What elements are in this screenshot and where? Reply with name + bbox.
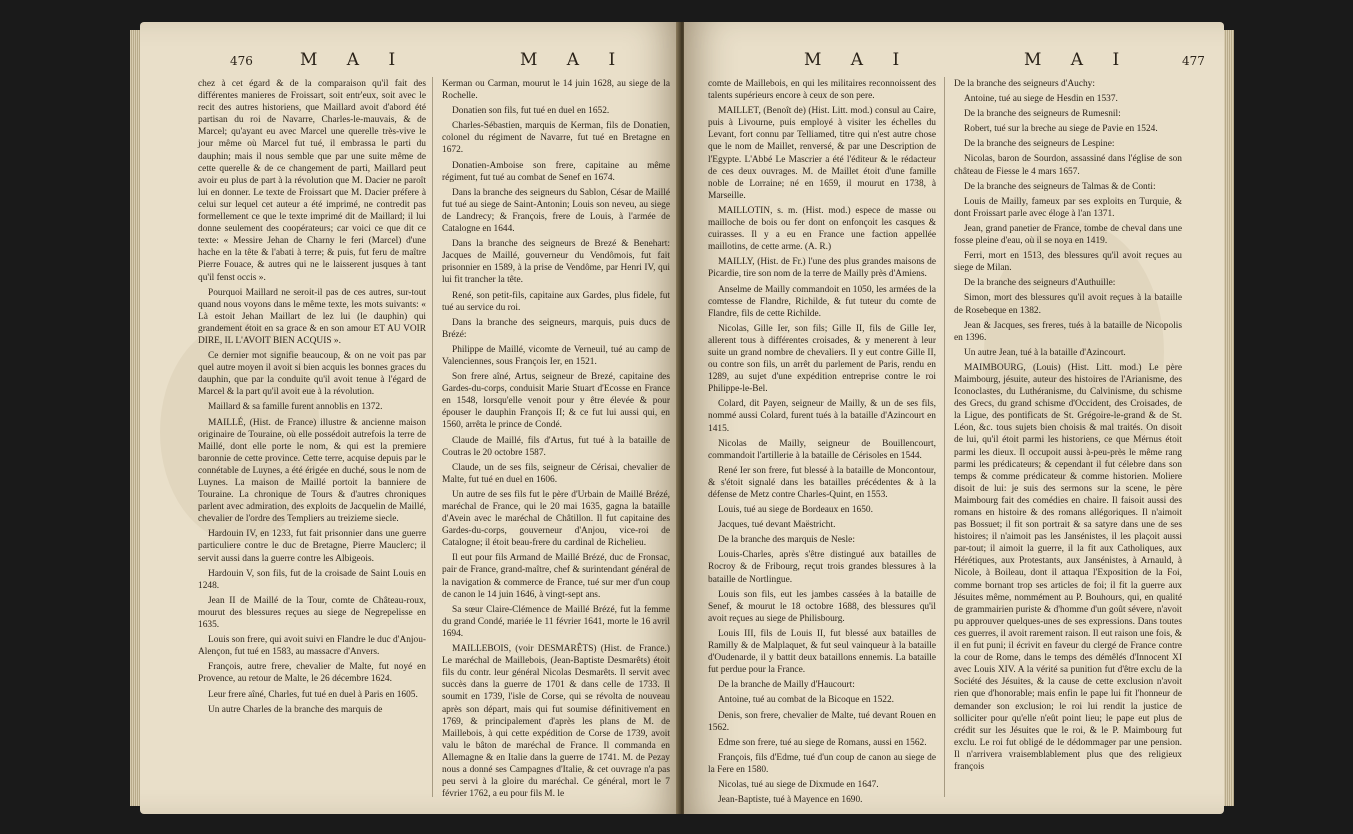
paragraph: François, fils d'Edme, tué d'un coup de canon au siege de la Fere en 1580.	[708, 752, 936, 775]
paragraph: Edme son frere, tué au siege de Romans, aussi en 1562.	[718, 737, 927, 748]
paragraph: De la branche des seigneurs de Rumesnil:	[964, 109, 1121, 120]
right-headword: M A I	[804, 50, 912, 70]
paragraph: Dans la branche des seigneurs de Brezé & Benehart: Jacques de Maillé, gouverneur du Vendômois, fut fait prisonnier en 1589, à la prise de Vendôme, par Henri IV, qui lui fit trancher la tête.	[442, 239, 670, 286]
paragraph: Dans la branche des seigneurs du Sablon, César de Maillé fut tué au siege de Saint-Antonin; Louis son neveu, au siege de Landrecy; & François, frere de Louis, à l'armée de Catalogne en 1644.	[442, 187, 670, 235]
paragraph: MAILLOTIN, s. m. (Hist. mod.) espece de masse ou mailloche de bois ou fer dont on enfonçoit les casques & cuirasses. Il y a eu en France une faction appellée maillotins, de cette arme. (A. R.)	[708, 205, 936, 253]
paragraph: Louis de Mailly, fameux par ses exploits en Turquie, & dont Froissart parle avec éloge à l'an 1371.	[954, 196, 1182, 219]
paragraph: comte de Maillebois, en qui les militaires reconnoissent des talents supérieurs encore à ceux de son pere.	[708, 79, 936, 102]
right-headword-col2: M A I	[1024, 50, 1132, 70]
right-page-edges	[1224, 30, 1234, 806]
right-page-number: 477	[1182, 54, 1205, 68]
paragraph: De la branche des marquis de Nesle:	[718, 535, 855, 546]
paragraph: MAILLÉ, (Hist. de France) illustre & ancienne maison originaire de Touraine, où elle possédoit autrefois la terre de Maillé, dont elle porte le nom, & qui est la premiere baronnie de cette province. Cette terre, acquise depuis par le connétable de Luynes, a été érigée en duché, sous le nom de Luynes. La maison de Maillé portoit la banniere de Touraine. La chronique de Tours & d'autres chroniques parlent avec admiration, des exploits de Jacquelin de Maillé, chevalier de l'ordre des Templiers au treizieme siecle.	[198, 417, 426, 525]
paragraph: MAILLET, (Benoît de) (Hist. Litt. mod.) consul au Caire, puis à Livourne, puis employé à visiter les échelles du Levant, fort connu par Telliamed, titre qui n'est autre chose que le nom de Maillet, renversé, & par une Description de l'Egypte. L'Abbé Le Mascrier a été l'éditeur & le rédacteur de ces deux ouvrages. M. de Maillet étoit d'une famille noble de Lorraine; né en 1659, il mourut en 1738, à Marseille.	[708, 106, 936, 201]
paragraph: Antoine, tué au combat de la Bicoque en 1522.	[718, 695, 894, 706]
paragraph: Il eut pour fils Armand de Maillé Brézé, duc de Fronsac, pair de France, grand-maître, chef & surintendant général de la navigation & commerce de France, tué sur mer d'un coup de canon le 14 juin 1646, à vingt-sept ans.	[442, 553, 670, 600]
paragraph: Donatien-Amboise son frere, capitaine au même régiment, fut tué au combat de Senef en 1674.	[442, 160, 670, 183]
paragraph: Denis, son frere, chevalier de Malte, tué devant Rouen en 1562.	[708, 710, 936, 733]
left-headword-col2: M A I	[520, 50, 628, 70]
paragraph: Nicolas, Gille Ier, son fils; Gille II, fils de Gille Ier, allerent tous à différentes croisades, & y menerent à leur suite un grand nombre de chevaliers. Il y eut contre Gille II, ou contre son fils, un arrêt du parlement de Paris, rendu en 1289, au sujet d'une expédition entreprise contre le roi Philippe-le-Bel.	[708, 323, 936, 395]
column-rule	[944, 77, 945, 797]
paragraph: Colard, dit Payen, seigneur de Mailly, & un de ses fils, nommé aussi Colard, furent tués à la bataille d'Azincourt en 1415.	[708, 399, 936, 434]
left-column-2	[442, 78, 670, 798]
paragraph: Jean-Baptiste, tué à Mayence en 1690.	[718, 795, 863, 806]
paragraph: Dans la branche des seigneurs, marquis, puis ducs de Brézé:	[442, 317, 670, 340]
paragraph: MAILLY, (Hist. de Fr.) l'une des plus grandes maisons de Picardie, tire son nom de la terre de Mailly près d'Amiens.	[708, 257, 936, 280]
paragraph: Charles-Sébastien, marquis de Kerman, fils de Donatien, colonel du régiment de Navarre, fut tué en Bretagne en 1672.	[442, 121, 670, 156]
paragraph: Maillard & sa famille furent annoblis en 1372.	[208, 402, 383, 413]
paragraph: Hardouin IV, en 1233, fut fait prisonnier dans une guerre particuliere contre le duc de Bretagne, Pierre Mauclerc; il servit aussi dans la guerre contre les Albigeois.	[198, 529, 426, 564]
paragraph: Hardouin V, son fils, fut de la croisade de Saint Louis en 1248.	[198, 568, 426, 591]
paragraph: Un autre de ses fils fut le père d'Urbain de Maillé Brézé, maréchal de France, qui le 20 mai 1635, gagna la bataille d'Avein avec le maréchal de Châtillon. Il fut capitaine des Gardes-du-corps, gouverneur d'Anjou, vice-roi de Catalogne; il étoit beau-frere du cardinal de Richelieu.	[442, 489, 670, 549]
paragraph: Nicolas de Mailly, seigneur de Bouillencourt, commandoit l'artillerie à la bataille de Cérisoles en 1544.	[708, 438, 936, 461]
paragraph: Jean & Jacques, ses freres, tués à la bataille de Nicopolis en 1396.	[954, 320, 1182, 343]
paragraph: Robert, tué sur la breche au siege de Pavie en 1524.	[964, 124, 1158, 135]
paragraph: René, son petit-fils, capitaine aux Gardes, plus fidele, fut tué au service du roi.	[442, 290, 670, 313]
paragraph: De la branche des seigneurs d'Auchy:	[954, 79, 1095, 89]
paragraph: Louis, tué au siege de Bordeaux en 1650.	[718, 505, 873, 516]
paragraph: De la branche des seigneurs d'Authuille:	[964, 278, 1116, 289]
paragraph: Son frere aîné, Artus, seigneur de Brezé, capitaine des Gardes-du-corps, conduisit Marie Stuart d'Ecosse en France en 1548, lorsqu'elle venoit pour y être élevée & pour épouser le dauphin François II; & ce fut lui aussi qui, en 1560, arrêta le prince de Condé.	[442, 372, 670, 431]
paragraph: Antoine, tué au siege de Hesdin en 1537.	[964, 94, 1118, 105]
paragraph: Nicolas, tué au siege de Dixmude en 1647.	[718, 779, 879, 790]
left-running-head	[140, 50, 680, 76]
paragraph: Donatien son fils, fut tué en duel en 1652.	[452, 106, 610, 117]
right-column-1	[708, 78, 936, 806]
paragraph: Louis son frere, qui avoit suivi en Flandre le duc d'Anjou-Alençon, fut tué en 1583, au massacre d'Anvers.	[198, 635, 426, 658]
column-rule	[432, 77, 433, 797]
right-column-2	[954, 78, 1182, 798]
paragraph: Un autre Jean, tué à la bataille d'Azincourt.	[964, 347, 1126, 358]
right-page	[684, 22, 1224, 814]
paragraph: Nicolas, baron de Sourdon, assassiné dans l'église de son château de Fiesse le 4 mars 1657.	[954, 154, 1182, 177]
paragraph: Un autre Charles de la branche des marquis de	[208, 704, 383, 715]
right-running-head	[684, 50, 1224, 76]
paragraph: Kerman ou Carman, mourut le 14 juin 1628, au siege de la Rochelle.	[442, 79, 670, 102]
left-column-1	[198, 78, 426, 798]
paragraph: De la branche de Mailly d'Haucourt:	[718, 680, 855, 691]
paragraph: Jacques, tué devant Maëstricht.	[718, 520, 836, 531]
paragraph: chez à cet égard & de la comparaison qu'il fait des différentes manieres de Froissart, soit entr'eux, soit avec le recit des autres historiens, que Maillard avoit d'abord été partisan du roi de Navarre, Charles-le-mauvais, & de Marcel; qu'ayant eu avec Marcel une querelle très-vive le jour même où Marcel fut tué, il embrassa le parti du dauphin; mais il nous semble que par une suite même de cette querelle & de ce changement de parti, Maillard peut avoir eu plus de part à la révolution que M. Dacier ne paroît lui en donner. Le texte de Froissart que M. Dacier préfere à celui sur lequel cet auteur a été imprimé, ne contredit pas formellement ce que le texte imprimé dit de Maillard; il lui donne seulement des coopérateurs; car voici ce que dit ce texte: « Messire Jehan de Charny le feri (Marcel) d'une hache en la tête & l'abati à terre; & puis, fut feru de maître Pierre Fouace, & autres qui ne le laisserent jusques à tant qu'il fenst occis ».	[198, 79, 426, 283]
paragraph: Simon, mort des blessures qu'il avoit reçues à la bataille de Rosebeque en 1382.	[954, 293, 1182, 316]
left-page	[140, 22, 680, 814]
paragraph: François, autre frere, chevalier de Malte, fut noyé en Provence, au retour de Malte, le 26 décembre 1624.	[198, 662, 426, 685]
paragraph: Pourquoi Maillard ne seroit-il pas de ces autres, sur-tout quand nous voyons dans le même texte, les mots suivants: « Là estoit Jehan Maillart de lez lui (le dauphin) qui grandement étoit en sa grace & en son amour ET AU VOIR DIRE, IL L'AVOIT BIEN ACQUIS ».	[198, 287, 426, 346]
paragraph: Leur frere aîné, Charles, fut tué en duel à Paris en 1605.	[208, 689, 418, 700]
paragraph: Claude, un de ses fils, seigneur de Cérisai, chevalier de Malte, fut tué en duel en 1606.	[442, 462, 670, 485]
paragraph: Philippe de Maillé, vicomte de Verneuil, tué au camp de Valenciennes, sous François Ier, en 1521.	[442, 344, 670, 367]
paragraph: MAIMBOURG, (Louis) (Hist. Litt. mod.) Le père Maimbourg, jésuite, auteur des histoires de l'Arianisme, des Iconoclastes, du Luthéranisme, du Calvinisme, du schisme des Grecs, du grand schisme d'Occident, des Croisades, de la Ligue, des pontificats de St. Grégoire-le-grand & de St. Léon, &c. tous sujets bien choisis & mal traités. On disoit de lui, qu'il étoit parmi les historiens, ce que Mérnus étoit parmi les dieux. Il occupoit aussi à-peu-près le même rang parmi les prédicateurs; & cependant il fut célebre dans son temps & comme prédicateur & comme historien. Moliere disoit de lui: je suis des sermons sur la scene, le père Maimbourg fait des comédies en chaire. Il faisoit aussi des romans en histoire & des romans allégoriques. Il n'aimoit pas Bossuet; il fit son portrait & sa satyre dans une de ses histoires; il n'aimoit pas les Jansénistes, il les plaçoit aussi par-tout; il aimoit la guerre, il la fit aux Catholiques, aux Hérétiques, aux Protestants, aux Jansénistes, à Arnauld, à Nicole, à Boileau, dont il attaqua l'Exposition de la Foi, comme bornant trop ses articles de foi; il fit la guerre aux Jésuites même, nommément au P. Bouhours, qui, en qualité de grammairien puriste & d'homme d'un goût sévere, n'avoit pu approuver quelques-unes de ses expressions. Dans toutes ces guerres, il avoit rarement raison. Il eut raison une fois, & il en fut puni; il écrivit en faveur du clergé de France contre la cour de Rome, dans le temps des démêlés d'Innocent XI avec Louis XIV. A la vérité sa punition fut d'être exclu de la Société des Jésuites, & la cause de cette exclusion n'avoit rien que d'honorable; mais enfin le pape lui fit l'honneur de demander son exclusion; le roi lui rendit la justice de solliciter pour qu'elle n'eût point lieu; le pape eut plus de crédit sur les Jésuites que le roi, & le P. Maimbourg fut exclu. Le roi fut obligé de le dédommager par une pension. Il n'arrivera vraisemblablement plus que des religieux françois	[954, 362, 1182, 772]
paragraph: De la branche des seigneurs de Lespine:	[964, 139, 1115, 150]
left-page-edges	[130, 30, 140, 806]
paragraph: Ferri, mort en 1513, des blessures qu'il avoit reçues au siege de Milan.	[954, 251, 1182, 274]
left-headword: M A I	[300, 50, 408, 70]
paragraph: Louis son fils, eut les jambes cassées à la bataille de Senef, & mourut le 18 octobre 1688, des blessures qu'il avoit reçues au siege de Philisbourg.	[708, 589, 936, 624]
paragraph: Sa sœur Claire-Clémence de Maillé Brézé, fut la femme du grand Condé, mariée le 11 février 1641, morte le 16 avril 1694.	[442, 604, 670, 639]
paragraph: Jean, grand panetier de France, tombe de cheval dans une fosse pleine d'eau, où il se noya en 1419.	[954, 223, 1182, 247]
paragraph: Ce dernier mot signifie beaucoup, & on ne voit pas par quel autre moyen il avoit si bien acquis les bonnes graces du dauphin, que par la conduite qu'il avoit tenue à l'égard de Marcel & la part qu'il avoit eue à la révolution.	[198, 351, 426, 398]
paragraph: Louis-Charles, après s'être distingué aux batailles de Rocroy & de Fribourg, reçut trois grandes blessures à la bataille de Nortlingue.	[708, 550, 936, 585]
paragraph: MAILLEBOIS, (voir DESMARÊTS) (Hist. de France.) Le maréchal de Maillebois, (Jean-Baptiste Desmarêts) étoit fils du contr. leur général Nicolas Desmarêts. Il servit avec succès dans la guerre de 1701 & dans celle de 1733. Il soumit en 1739, l'isle de Corse, qui se révolta de nouveau après son départ, mais qui fut soumise définitivement en 1769, & principalement d'après les plans de M. de Maillebois, à qui cette expédition de Corse de 1739, avoit valu le bâton de maréchal de France. Il commanda en Allemagne & en Italie dans la guerre de 1741. M. de Pezay nous a donné ses Campagnes d'Italie, & cet ouvrage n'a pas peu servi à la gloire du maréchal. Ce général, mort le 7 février 1762, a eu pour fils M. le	[442, 644, 670, 800]
paragraph: René Ier son frere, fut blessé à la bataille de Moncontour, & s'étoit signalé dans les batailles précédentes & à la défense de Metz contre Charles-Quint, en 1553.	[708, 465, 936, 500]
paragraph: De la branche des seigneurs de Talmas & de Conti:	[964, 181, 1156, 192]
paragraph: Jean II de Maillé de la Tour, comte de Château-roux, mourut des blessures reçues au siege de Negrepelisse en 1635.	[198, 595, 426, 631]
left-page-number: 476	[230, 54, 253, 68]
paragraph: Claude de Maillé, fils d'Artus, fut tué à la bataille de Coutras le 20 octobre 1587.	[442, 435, 670, 458]
paragraph: Anselme de Mailly commandoit en 1050, les armées de la comtesse de Flandre, Richilde, & fut tuteur du comte de Flandre, fils de cette Richilde.	[708, 284, 936, 319]
paragraph: Louis III, fils de Louis II, fut blessé aux batailles de Ramilly & de Malplaquet, & fut seul vainqueur à la bataille d'Oudenarde, il y battit deux bataillons ennemis. La bataille fut perdue pour la France.	[708, 628, 936, 676]
